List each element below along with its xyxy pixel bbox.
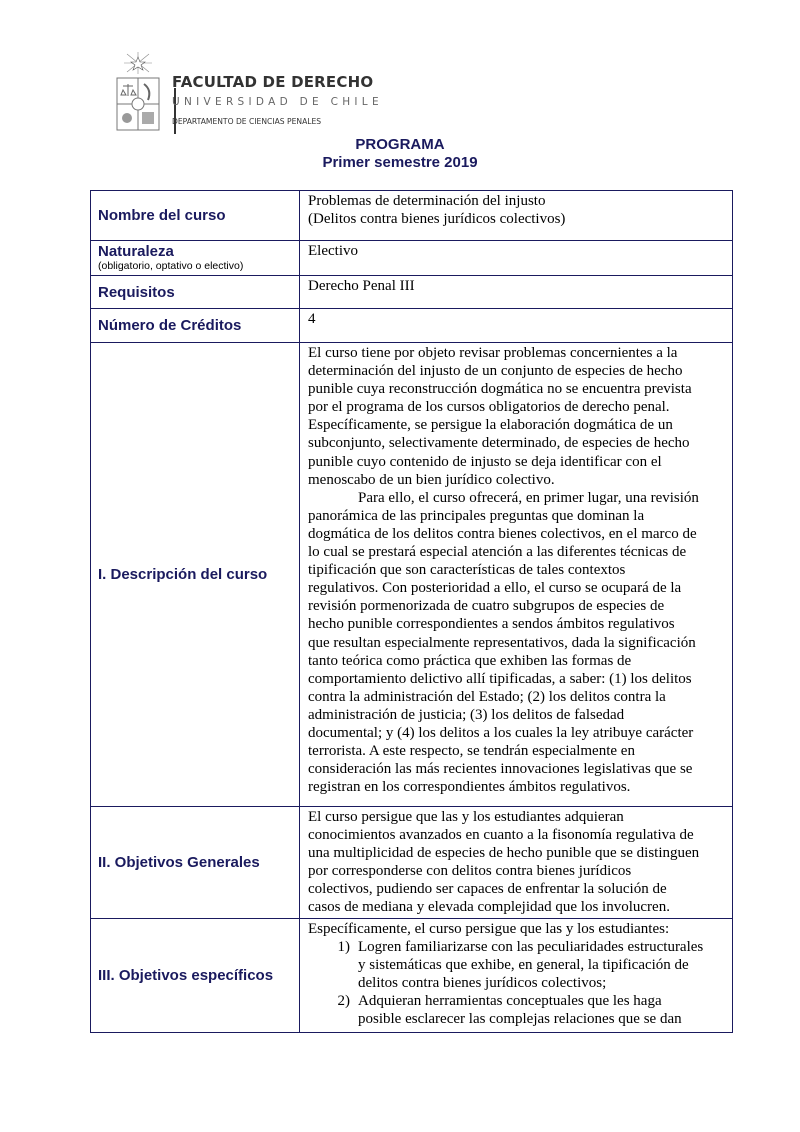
item-line: delitos contra bienes jurídicos colectivos; (358, 975, 607, 992)
value: Derecho Penal III (300, 276, 733, 309)
list-item (308, 992, 726, 1028)
text-line: punible cuya reconstrucción dogmática no se encuentra prevista (308, 381, 692, 398)
text-line: comportamiento delictivo allí tipificadas, a saber: (1) los delitos (308, 670, 692, 687)
text-line: menoscabo de un bien jurídico colectivo. (308, 471, 555, 488)
row-objetivos-especificos (91, 919, 733, 1033)
sublabel: (obligatorio, optativo o electivo) (98, 260, 244, 272)
text-line: El curso tiene por objeto revisar problemas concernientes a la (308, 345, 678, 361)
intro-text: Específicamente, el curso persigue que las y los estudiantes: (308, 921, 670, 937)
text-line: una multiplicidad de especies de hecho punible que se distinguen (308, 845, 700, 862)
item-line: Logren familiarizarse con las peculiaridades estructurales (358, 939, 704, 956)
objectives-list (308, 938, 726, 1028)
row-naturaleza (91, 241, 733, 276)
department-name: DEPARTAMENTO DE CIENCIAS PENALES (172, 117, 322, 126)
text-line: subconjunto, selectivamente determinado, de especies de hecho (308, 435, 690, 452)
text-line: hecho punible correspondientes a sendos ámbitos regulativos (308, 616, 675, 633)
text-line: punible cuyo contenido de injusto se deja identificar con el (308, 453, 662, 470)
text-line: regulativos. Con posterioridad a ello, el curso se ocupará de la (308, 580, 682, 597)
text-line: casos de mediana y elevada complejidad que los involucren. (308, 899, 670, 916)
label: Naturaleza (98, 243, 174, 260)
text-line: administración de justicia; (3) los delitos de falsedad (308, 706, 625, 723)
document-title: PROGRAMA (355, 136, 445, 153)
text-line: documental; y (4) los delitos a los cuales la ley atribuye carácter (308, 724, 694, 741)
text-line: Específicamente, se persigue la elaboración dogmática de un (308, 417, 673, 434)
text-line: colectivos, pudiendo ser capaces de enfrentar la solución de (308, 881, 667, 898)
text-line: por corresponderse con delitos contra bienes jurídicos (308, 863, 632, 880)
description-text (300, 343, 733, 807)
course-name-line: (Delitos contra bienes jurídicos colectivos) (308, 211, 566, 228)
text-line: panorámica de las principales preguntas que dominan la (308, 507, 645, 524)
item-line: y sistemáticas que exhibe, en general, la tipificación de (358, 957, 689, 974)
text-line: contra la administración del Estado; (2) los delitos contra la (308, 688, 666, 705)
row-course-name (91, 191, 733, 241)
logo-divider (174, 88, 176, 134)
value: Electivo (300, 241, 733, 276)
text-line: consideración las más recientes innovaciones legislativas que se (308, 761, 693, 778)
text-line: tanto teórica como práctica que exhiben las formas de (308, 652, 632, 669)
row-descripcion (91, 343, 733, 807)
text-line: tipificación que son características de tales contextos (308, 562, 626, 579)
label: III. Objetivos específicos (91, 919, 300, 1033)
row-objetivos-generales (91, 807, 733, 919)
label: I. Descripción del curso (91, 343, 300, 807)
text-line: Para ello, el curso ofrecerá, en primer lugar, una revisión (358, 489, 699, 506)
list-item (308, 938, 726, 992)
label: Requisitos (91, 276, 300, 309)
item-line: posible esclarecer las complejas relaciones que se dan (358, 1011, 682, 1028)
item-number: 2) (337, 993, 350, 1010)
text-line: que resultan especialmente representativos, dada la significación (308, 634, 696, 651)
general-objectives-text (300, 807, 733, 919)
text-line: determinación del injusto de un conjunto de especies de hecho (308, 363, 683, 380)
label: Nombre del curso (91, 191, 300, 241)
item-line: Adquieran herramientas conceptuales que les haga (358, 993, 662, 1010)
semester: Primer semestre 2019 (322, 154, 478, 171)
row-requisitos (91, 276, 733, 309)
text-line: registran en los correspondientes ámbitos regulativos. (308, 779, 631, 796)
text-line: revisión pormenorizada de cuatro subgrupos de especies de (308, 598, 665, 615)
value: 4 (300, 309, 733, 343)
label: Número de Créditos (91, 309, 300, 343)
text-line: por el programa de los cursos obligatorios de derecho penal. (308, 399, 670, 416)
label: II. Objetivos Generales (91, 807, 300, 919)
course-name-line: Problemas de determinación del injusto (308, 193, 546, 209)
text-line: dogmática de los delitos contra bienes colectivos, en el marco de (308, 525, 697, 542)
text-line: lo cual se prestará especial atención a las diferentes técnicas de (308, 544, 687, 561)
text-line: terrorista. A este respecto, se tendrán especialmente en (308, 743, 635, 760)
text-line: El curso persigue que las y los estudiantes adquieran (308, 809, 624, 825)
row-creditos (91, 309, 733, 343)
university-name: UNIVERSIDAD DE CHILE (172, 96, 383, 108)
text-line: conocimientos avanzados en cuanto a la fisonomía regulativa de (308, 827, 694, 844)
faculty-name: FACULTAD DE DERECHO (172, 73, 374, 91)
item-number: 1) (337, 939, 350, 956)
program-table (90, 190, 733, 1033)
university-crest-icon (114, 50, 162, 132)
